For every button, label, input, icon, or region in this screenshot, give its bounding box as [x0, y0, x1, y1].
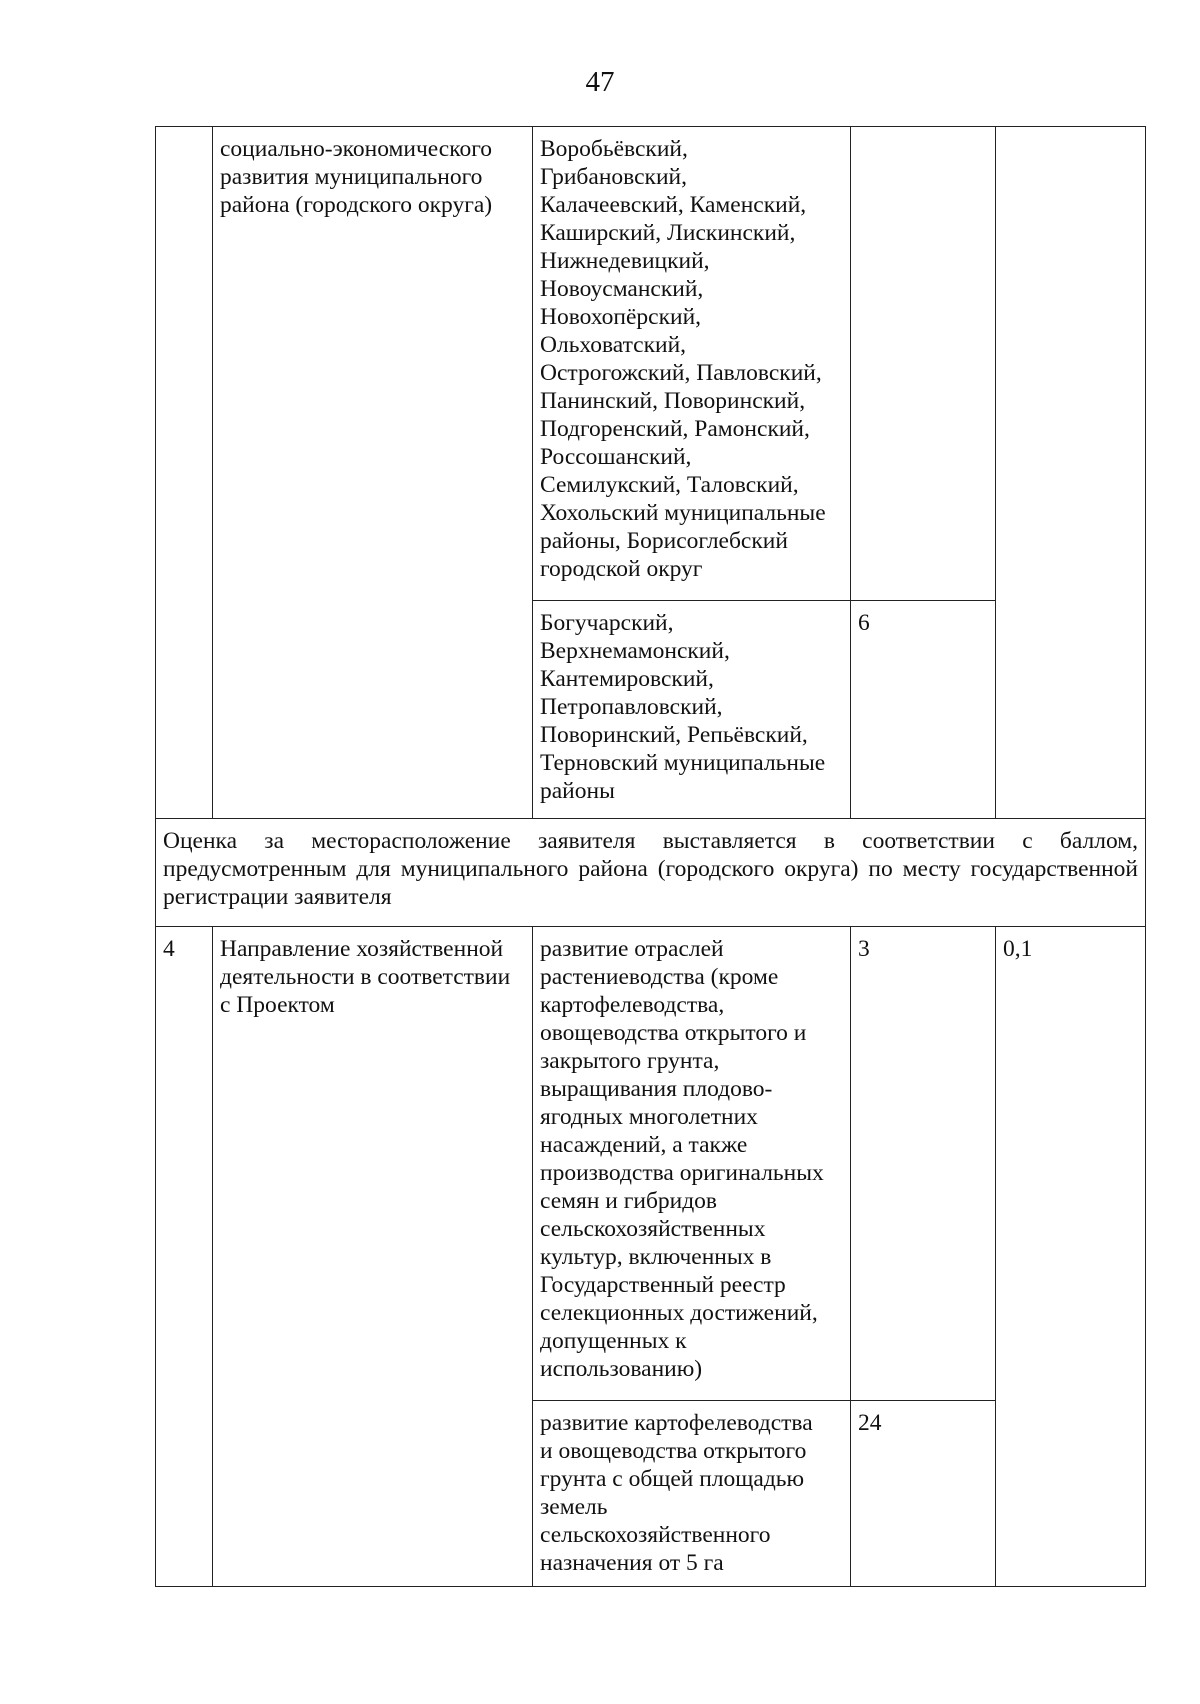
page-number: 47: [585, 66, 615, 98]
table-row: [156, 819, 1146, 927]
coefficient-cell: [996, 927, 1146, 1587]
option-cell: [533, 1401, 851, 1587]
note-text: Оценка за месторасположение заявителя выставляется в соответствии с баллом, предусмотренным для муниципального района (городского округа) по месту государственной регистрации заявителя: [163, 828, 1138, 910]
score-value: 3: [858, 936, 870, 962]
criteria-table: [155, 126, 1146, 1587]
criterion-cell: [213, 927, 533, 1587]
score-cell: [851, 927, 996, 1401]
score-cell: [851, 601, 996, 819]
criterion-cell: [213, 127, 533, 819]
coefficient-cell: [996, 127, 1146, 819]
option-text: Богучарский, Верхнемамонский, Кантемировский, Петропавловский, Поворинский, Репьёвский, Терновский муниципальные районы: [540, 610, 826, 804]
number-cell: [156, 927, 213, 1587]
option-text: развитие картофелеводства и овощеводства открытого грунта с общей площадью земель сельскохозяйственного назначения от 5 га: [540, 1410, 813, 1576]
score-value: 6: [858, 610, 870, 636]
table-row: [156, 927, 1146, 1401]
criterion-text: социально-экономического развития муниципального района (городского округа): [220, 136, 493, 218]
table-row: [156, 127, 1146, 601]
score-cell: [851, 127, 996, 601]
option-cell: [533, 127, 851, 601]
note-cell: [156, 819, 1146, 927]
number-cell: [156, 127, 213, 819]
coefficient-value: 0,1: [1003, 936, 1033, 962]
row-number: 4: [163, 936, 175, 962]
option-text: Воробьёвский, Грибановский, Калачеевский, Каменский, Каширский, Лискинский, Нижнедевицкий, Новоусманский, Новохопёрский, Ольховатский, Острогожский, Павловский, Панинский, Поворинский, Подгоренский, Рамонский, Россошанский, Семилукский, Таловский, Хохольский муниципальные районы, Борисоглебский городской округ: [540, 136, 826, 582]
score-value: 24: [858, 1410, 882, 1436]
score-cell: [851, 1401, 996, 1587]
criterion-text: Направление хозяйственной деятельности в соответствии с Проектом: [220, 936, 511, 1018]
option-text: развитие отраслей растениеводства (кроме картофелеводства, овощеводства открытого и закрытого грунта, выращивания плодово- ягодных многолетних насаждений, а также производства оригинальных семян и гибридов сельскохозяйственных культур, включенных в Государственный реестр селекционных достижений, допущенных к использованию): [540, 936, 824, 1382]
option-cell: [533, 601, 851, 819]
option-cell: [533, 927, 851, 1401]
